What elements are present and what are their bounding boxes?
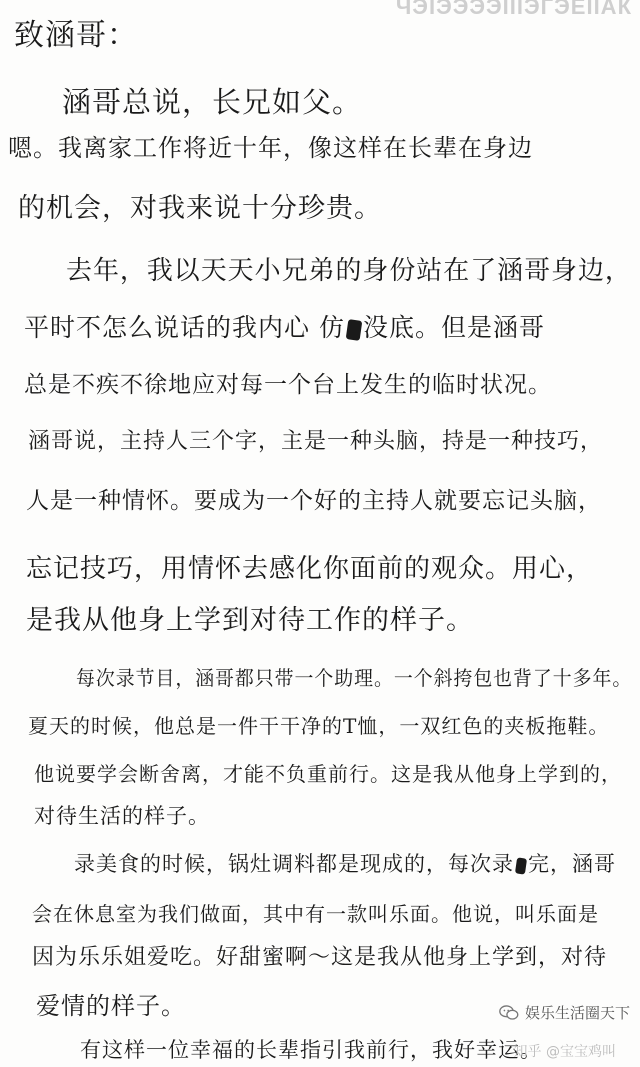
- letter-line-part: 录美食的时候，锅灶调料都是现成的，每次录: [74, 852, 514, 876]
- letter-line: 是我从他身上学到对待工作的样子。: [26, 605, 474, 636]
- footer-watermark-text: 娱乐生活圈天下: [524, 1004, 630, 1022]
- letter-line: 嗯。我离家工作将近十年，像这样在长辈在身边: [8, 134, 533, 162]
- header-watermark: ЧЭІЭЭЭЭІІІЭГЭЕІІАК: [395, 0, 632, 19]
- wechat-bubble-icon: [499, 1003, 519, 1023]
- letter-line: 夏天的时候，他总是一件干干净的T恤，一双红色的夹板拖鞋。: [28, 714, 610, 738]
- letter-line: 有这样一位幸福的长辈指引我前行，我好幸运。: [80, 1038, 542, 1062]
- letter-line: [24, 308, 545, 344]
- letter-line: [74, 848, 616, 878]
- letter-line: 爱情的样子。: [36, 992, 186, 1020]
- ink-blot-icon: [346, 319, 363, 341]
- letter-line: 去年，我以天天小兄弟的身份站在了涵哥身边，: [66, 256, 632, 286]
- letter-line: 涵哥总说，长兄如父。: [62, 85, 363, 119]
- letter-line: 人是一种情怀。要成为一个好的主持人就要忘记头脑，: [26, 488, 602, 514]
- letter-line: 因为乐乐姐爱吃。好甜蜜啊～这是我从他身上学到，对待: [32, 945, 608, 970]
- letter-line-part: 平时不怎么说话的我内心 仿: [24, 313, 345, 342]
- letter-line-part: 没底。但是涵哥: [362, 313, 545, 342]
- letter-line: 对待生活的样子。: [34, 804, 210, 828]
- footer-sub-watermark: 知乎 @宝宝鸡叫: [513, 1044, 616, 1060]
- footer-watermark: [499, 1002, 630, 1023]
- letter-line: 涵哥说，主持人三个字，主是一种头脑，持是一种技巧，: [28, 429, 604, 454]
- letter-line: 他说要学会断舍离，才能不负重前行。这是我从他身上学到的，: [34, 762, 622, 786]
- letter-line: 的机会，对我来说十分珍贵。: [18, 193, 382, 224]
- letter-line-part: 完，涵哥: [528, 852, 616, 876]
- letter-line: 每次录节目，涵哥都只带一个助理。一个斜挎包也背了十多年。: [76, 666, 633, 690]
- letter-salutation: 致涵哥：: [14, 18, 138, 53]
- ink-blot-icon: [515, 857, 527, 874]
- letter-line: 忘记技巧，用情怀去感化你面前的观众。用心，: [26, 554, 594, 584]
- letter-line: 会在休息室为我们做面，其中有一款叫乐面。他说，叫乐面是: [32, 902, 599, 926]
- letter-line: 总是不疾不徐地应对每一个台上发生的临时状况。: [24, 372, 552, 398]
